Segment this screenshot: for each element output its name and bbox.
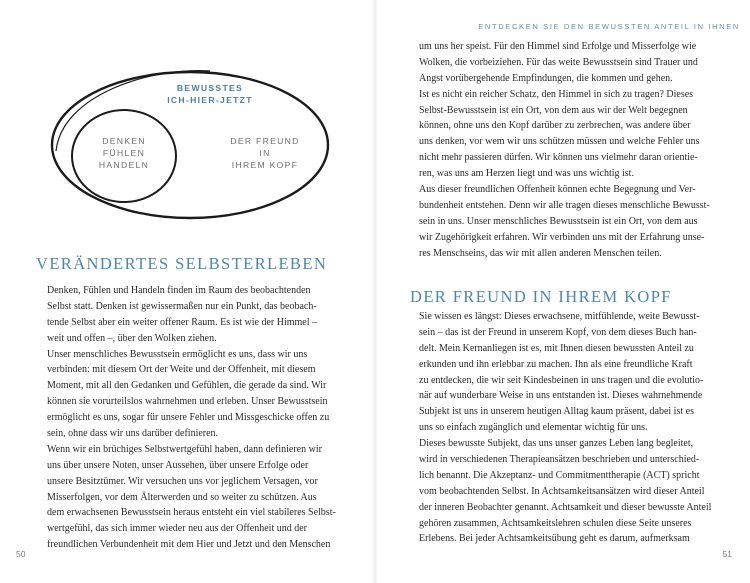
right-body-text-top — [419, 39, 719, 261]
text-line: Aus dieser freundlichen Offenheit können echte Begegnung und Ver- — [419, 184, 696, 196]
running-head: ENTDECKEN SIE DEN BEWUSSTEN ANTEIL IN IHNEN — [478, 22, 740, 31]
text-line: verbinden: mit diesem Ort der Weite und der Offenheit, mit diesem — [47, 364, 316, 376]
text-line: delt. Mein Kernanliegen ist es, mit Ihnen diesen bewussten Anteil zu — [419, 342, 694, 354]
text-line: Unser menschliches Bewusstsein ermöglicht es uns, dass wir uns — [47, 348, 308, 360]
text-line: uns so einfach zugänglich und elementar wichtig für uns. — [419, 422, 648, 434]
text-line: Selbst-Bewusstsein ist ein Ort, von dem aus wir der Welt begegnen — [419, 104, 688, 116]
text-line: um uns her speist. Für den Himmel sind Erfolge und Misserfolge wie — [419, 41, 697, 52]
text-line: ermöglicht es uns, sogar für unsere Fehler und Missgeschicke offen zu — [47, 412, 330, 424]
text-line: wertgefühl, das sich immer wieder neu aus der Offenheit und der — [47, 523, 308, 535]
text-line: weit und offen –, über den Wolken ziehen. — [47, 332, 217, 344]
text-line: lich benannt. Die Akzeptanz- und Commitmenttherapie (ACT) spricht — [419, 469, 700, 481]
text-line: Subjekt ist uns in unserem heutigen Alltag kaum präsent, dabei ist es — [419, 406, 694, 418]
text-line: Moment, mit all den Gedanken und Gefühlen, die gerade da sind. Wir — [47, 380, 327, 392]
text-line: res Menschseins, das wir mit allen anderen Menschen teilen. — [419, 247, 662, 259]
text-line: Angst vorübergehende Empfindungen, die kommen und gehen. — [419, 72, 673, 84]
text-line: nicht mehr passieren dürfen. Wir können uns vielmehr daran orientie- — [419, 152, 698, 164]
diagram-label-denken-fuehlen-handeln: DENKEN FÜHLEN HANDELN — [98, 136, 150, 170]
text-line: tende Selbst aber ein weiter offener Raum. Es ist wie der Himmel – — [47, 316, 318, 328]
diagram-label-der-freund: DER FREUND IN IHREM KOPF — [230, 136, 300, 170]
text-line: sein in uns. Unser menschliches Bewusstsein ist ein Ort, von dem aus — [419, 215, 698, 227]
section-heading-veraendertes-selbsterleben: VERÄNDERTES SELBSTERLEBEN — [36, 254, 328, 273]
section-heading-der-freund-in-ihrem-kopf: DER FREUND IN IHREM KOPF — [410, 287, 672, 306]
text-line: uns über unsere Noten, unser Aussehen, über unsere Erfolge oder — [47, 459, 309, 471]
text-line: gehören zusammen, Achtsamkeitslehren schulen diese Seite unseres — [419, 517, 692, 529]
page-number-left: 50 — [16, 549, 26, 559]
text-line: uns denken, vor wem wir uns schützen müssen und welche Fehler uns — [419, 136, 700, 148]
text-line: bundenheit entstehen. Denn wir alle tragen dieses menschliche Bewusst- — [419, 199, 710, 211]
text-line: freundlichen Verbundenheit mit dem Hier und Jetzt und den Menschen — [47, 539, 331, 551]
text-line: Sie wissen es längst: Dieses erwachsene, mitfühlende, weite Bewusst- — [419, 311, 700, 322]
text-line: ren, was uns am Herzen liegt und was uns wichtig ist. — [419, 168, 634, 180]
text-line: erkunden und ihn erlebbar zu machen. Ihn als eine freundliche Kraft — [419, 358, 693, 370]
text-line: Misserfolgen, vor dem Älterwerden und so weiter zu schützen. Aus — [47, 491, 317, 503]
text-line: unsere Besitztümer. Wir versuchen uns vor jeglichem Versagen, vor — [47, 475, 318, 487]
text-line: dem erwachsenen Bewusstsein heraus entsteht ein viel stabileres Selbst- — [47, 507, 336, 519]
left-body-text — [47, 283, 337, 553]
right-page — [375, 0, 750, 583]
text-line: wir Zugehörigkeit erfahren. Wir verbinden uns mit der Erfahrung unse- — [419, 231, 705, 243]
text-line: können sie vorurteilslos wahrnehmen und erleben. Unser Bewusstsein — [47, 396, 328, 408]
text-line: wird in verschiedenen Therapieansätzen beschrieben und unterschied- — [419, 454, 700, 466]
text-line: Denken, Fühlen und Handeln finden im Raum des beobachtenden — [47, 285, 311, 296]
diagram-label-bewusstes-ich: BEWUSSTES ICH-HIER-JETZT — [167, 83, 253, 105]
text-line: vom beobachtenden Selbst. In Achtsamkeitsansätzen wird dieser Anteil — [419, 485, 705, 497]
text-line: der inneren Beobachter genannt. Achtsamkeit und dieser bewusste Anteil — [419, 501, 712, 513]
text-line: när auf wunderbare Weise in uns entstanden ist. Dieses wahrnehmende — [419, 390, 703, 402]
text-line: Erlebens. Bei jeder Achtsamkeitsübung geht es darum, aufmerksam — [419, 533, 690, 545]
text-line: können, ohne uns den Kopf darüber zu zerbrechen, was andere über — [419, 120, 691, 132]
text-line: sein, ohne dass wir uns darüber definieren. — [47, 428, 219, 440]
text-line: Ist es nicht ein reicher Schatz, den Himmel in sich zu tragen? Dieses — [419, 88, 694, 100]
text-line: Selbst statt. Denken ist gewissermaßen nur ein Punkt, das beobach- — [47, 300, 317, 312]
text-line: Dieses bewusste Subjekt, das uns unser ganzes Leben lang begleitet, — [419, 438, 694, 450]
text-line: zu entdecken, die wir seit Kindesbeinen in uns tragen und die evolutio- — [419, 374, 704, 386]
text-line: sein – das ist der Freund in unserem Kopf, von dem dieses Buch han- — [419, 326, 697, 338]
text-line: Wolken, die vorbeiziehen. Für das weite Bewusstsein sind Trauer und — [419, 56, 698, 68]
text-line: Wenn wir ein brüchiges Selbstwertgefühl haben, dann definieren wir — [47, 443, 322, 455]
page-number-right: 51 — [722, 549, 732, 559]
right-body-text-bottom — [419, 309, 719, 547]
consciousness-diagram — [40, 55, 340, 235]
